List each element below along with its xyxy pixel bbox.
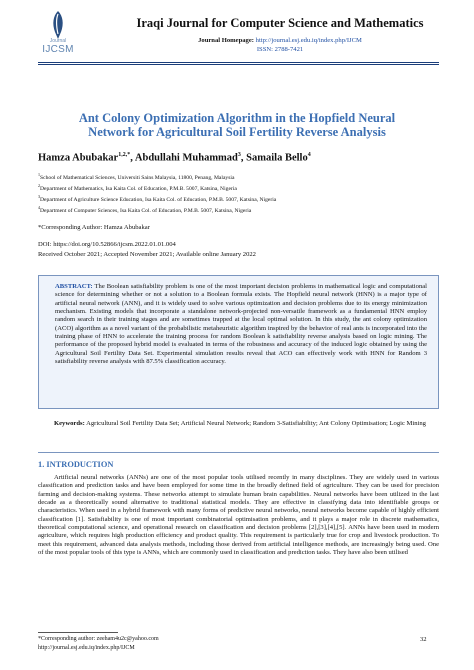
author-list	[38, 152, 438, 164]
journal-title: Iraqi Journal for Computer Science and Mathematics	[136, 16, 424, 30]
page-number: 32	[420, 636, 427, 643]
author-3-affil: 4	[307, 152, 311, 158]
journal-header	[38, 8, 438, 58]
keywords	[54, 420, 426, 428]
introduction-paragraph	[38, 474, 439, 557]
author-3: Samaila Bello	[246, 152, 308, 164]
abstract-text	[55, 283, 427, 366]
keywords-label: Keywords:	[54, 420, 85, 427]
homepage-label: Journal Homepage:	[198, 37, 254, 44]
affiliation-item: $^1$School of Mathematical Sciences, Universiti Sains Malaysia, 11800, Penang, Malaysia	[38, 172, 235, 181]
homepage-link[interactable]: http://journal.esj.edu.iq/index.php/IJCM	[255, 37, 362, 44]
author-1: Hamza Abubakar	[38, 152, 119, 164]
footnote-email: *Corresponding author: zeeham4u2c@yahoo.com	[38, 636, 159, 642]
paper-title-line-2: Network for Agricultural Soil Fertility Reverse Analysis	[88, 125, 386, 139]
affiliation-item: $^2$Department of Mathematics, Isa Kaita Col. of Education, P.M.B. 5007, Katsina, Nigeria	[38, 182, 237, 192]
header-divider	[38, 62, 439, 63]
author-separator: ,	[240, 152, 247, 164]
abstract-box	[38, 275, 439, 409]
affiliation-item: $^3$Department of Agriculture Science Education, Isa Kaita Col. of Education, P.M.B. 5007, Katsina, Nigeria	[38, 193, 277, 203]
affiliation-item: $^4$Department of Computer Sciences, Isa Kaita Col. of Education, P.M.B. 5007, Katsina, Nigeria	[38, 204, 252, 214]
section-heading-introduction: 1. INTRODUCTION	[38, 460, 114, 469]
logo-small-text: Journal	[49, 38, 67, 44]
author-1-affil: 1,2,*	[118, 152, 131, 158]
journal-logo-icon	[49, 10, 67, 40]
paper-title	[30, 111, 444, 139]
doi-link[interactable]: DOI: https://doi.org/10.52866/ijcsm.2022.01.01.004	[38, 241, 176, 248]
footnote-divider	[38, 632, 118, 633]
logo-text: IJCSM	[42, 44, 74, 55]
footnote-url[interactable]: http://journal.esj.edu.iq/index.php/IJCM	[38, 645, 135, 651]
paper-title-line-1: Ant Colony Optimization Algorithm in the Hopfield Neural	[78, 111, 396, 125]
journal-logo	[38, 8, 78, 56]
section-divider	[38, 452, 439, 453]
author-2: Abdullahi Muhammad	[134, 152, 238, 164]
abstract-label: ABSTRACT:	[55, 283, 93, 290]
corresponding-author: *Corresponding Author: Hamza Abubakar	[38, 224, 150, 231]
introduction-body: Artificial neural networks (ANNs) are one of the most popular tools utilised recently in many disciplines. They are widely used in various classification and prediction tasks and have been employed for some time in the broadly defined field of agriculture. They can be used for precision farming and decision-making systems. These networks attempt to simulate human brain capabilities. Neural networks have been utilized in the last decade as a theoretically sound alternative to traditional statistical models. They are effective in classifying data into identifiable groups or characteristics. When used in a hybrid framework with many forms of predictive neural networks, neural networks become capable of highly efficient classification [1]. Satisfiability is one of most important combinatorial optimisation problems, and it plays a major role in discrete mathematics, theoretical computational science, and operational research on classification and decision problems [2],[3],[4],[5]. ANNs have been used in modern agriculture, which requires high production efficiency and product quality. This requirement is particularly true for crop and livestock production. To meet this requirement, advanced data analysis methods, including those derived from artificial intelligence methods, are increasingly being used. One of the most popular tools of this type is ANNs, which are commonly used in classification and prediction tasks. They have also been utilised	[38, 474, 439, 557]
author-2-affil: 3	[237, 152, 241, 158]
affiliation-list	[38, 171, 438, 214]
abstract-body: The Boolean satisfiability problem is one of the most important decision problems in mathematical logic and computational science for determining whether or not a solution to a Boolean formula exists. The Hopfield neural network (HNN) is a major type of artificial neural network (ANN), and it is widely used to solve various optimization and decision problems due to its energy minimization mechanism. Existing models that incorporate a standalone network-projected non-versatile framework as a fundamental HNN employ random search in their training stages and are sometimes trapped at the local optimal solution. In this study, the ant colony optimization (ACO) algorithm as a novel variant of the probabilistic metaheuristic algorithm inspired by the behavior of real ants is incorporated into the training phase of HNN to accelerate the training process for random Boolean k satisfiability reverse analysis based on logic mining. The performance of the proposed hybrid model is evaluated in terms of the robustness and accuracy of the induced logic obtained by using the Agricultural Soil Fertility Data Set. Experimental simulation results reveal that ACO can effectively work with HNN for Random 3 satisfiability reverse analysis with 87.5% classification accuracy.	[55, 283, 427, 366]
publication-dates: Received October 2021; Accepted November 2021; Available online January 2022	[38, 251, 256, 258]
author-separator: ,	[130, 152, 135, 164]
journal-issn: ISSN: 2788-7421	[256, 46, 304, 53]
keywords-text: Agricultural Soil Fertility Data Set; Artificial Neural Network; Random 3-Satisfiability; Ant Colony Optimisation; Logic Mining	[84, 420, 426, 427]
header-divider-secondary	[38, 64, 439, 65]
journal-homepage	[110, 37, 450, 44]
